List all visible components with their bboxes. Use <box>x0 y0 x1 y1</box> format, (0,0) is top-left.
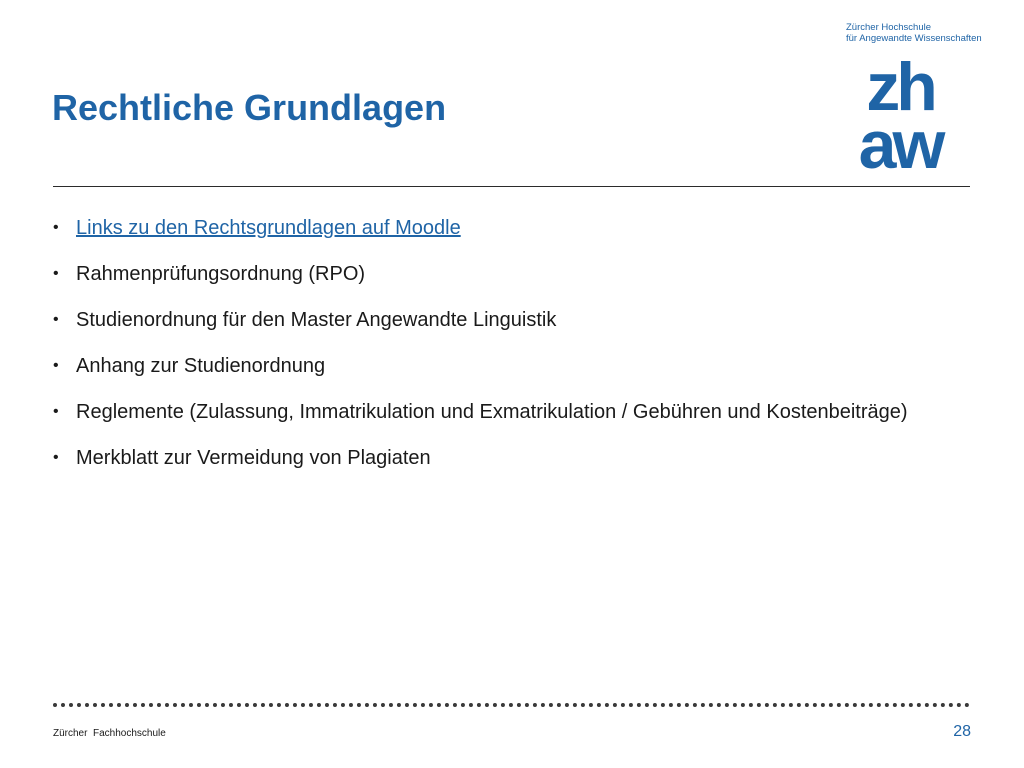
zhaw-logo <box>836 22 986 174</box>
bullet-text: Merkblatt zur Vermeidung von Plagiaten <box>76 447 431 469</box>
logo-caption-line-2: für Angewandte Wissenschaften <box>846 33 982 44</box>
bullet-icon: • <box>53 449 59 466</box>
bullet-item-anhang <box>52 346 932 386</box>
page-number: 28 <box>953 723 971 740</box>
logo-caption <box>846 22 982 44</box>
bullet-text: Anhang zur Studienordnung <box>76 355 326 377</box>
bullet-item-studienordnung <box>52 300 932 340</box>
header-divider <box>53 186 970 187</box>
logo-mark <box>844 56 956 172</box>
bullet-text: Rahmenprüfungsordnung (RPO) <box>76 263 366 285</box>
bullet-list <box>52 208 932 484</box>
bullet-item-rpo <box>52 254 932 294</box>
bullet-icon: • <box>53 311 59 328</box>
logo-caption-line-1: Zürcher Hochschule <box>846 22 932 33</box>
bullet-icon: • <box>53 357 59 374</box>
logo-mark-bottom: aw <box>858 107 942 172</box>
footer-institution: Zürcher Fachhochschule <box>53 728 166 739</box>
bullet-item-merkblatt <box>52 438 932 478</box>
bullet-icon: • <box>53 403 59 420</box>
bullet-item-moodle-links <box>52 208 932 248</box>
bullet-icon: • <box>53 265 59 282</box>
logo-mark-top: zh <box>866 56 934 125</box>
footer-divider <box>53 703 970 707</box>
bullet-icon: • <box>53 219 59 236</box>
bullet-text: Reglemente (Zulassung, Immatrikulation und Exmatrikulation / Gebühren und Kostenbeiträge) <box>76 401 908 423</box>
slide-title: Rechtliche Grundlagen <box>52 87 447 128</box>
bullet-item-reglemente <box>52 392 932 432</box>
moodle-links-link[interactable]: Links zu den Rechtsgrundlagen auf Moodle <box>76 217 461 239</box>
bullet-text: Studienordnung für den Master Angewandte Linguistik <box>76 309 557 331</box>
